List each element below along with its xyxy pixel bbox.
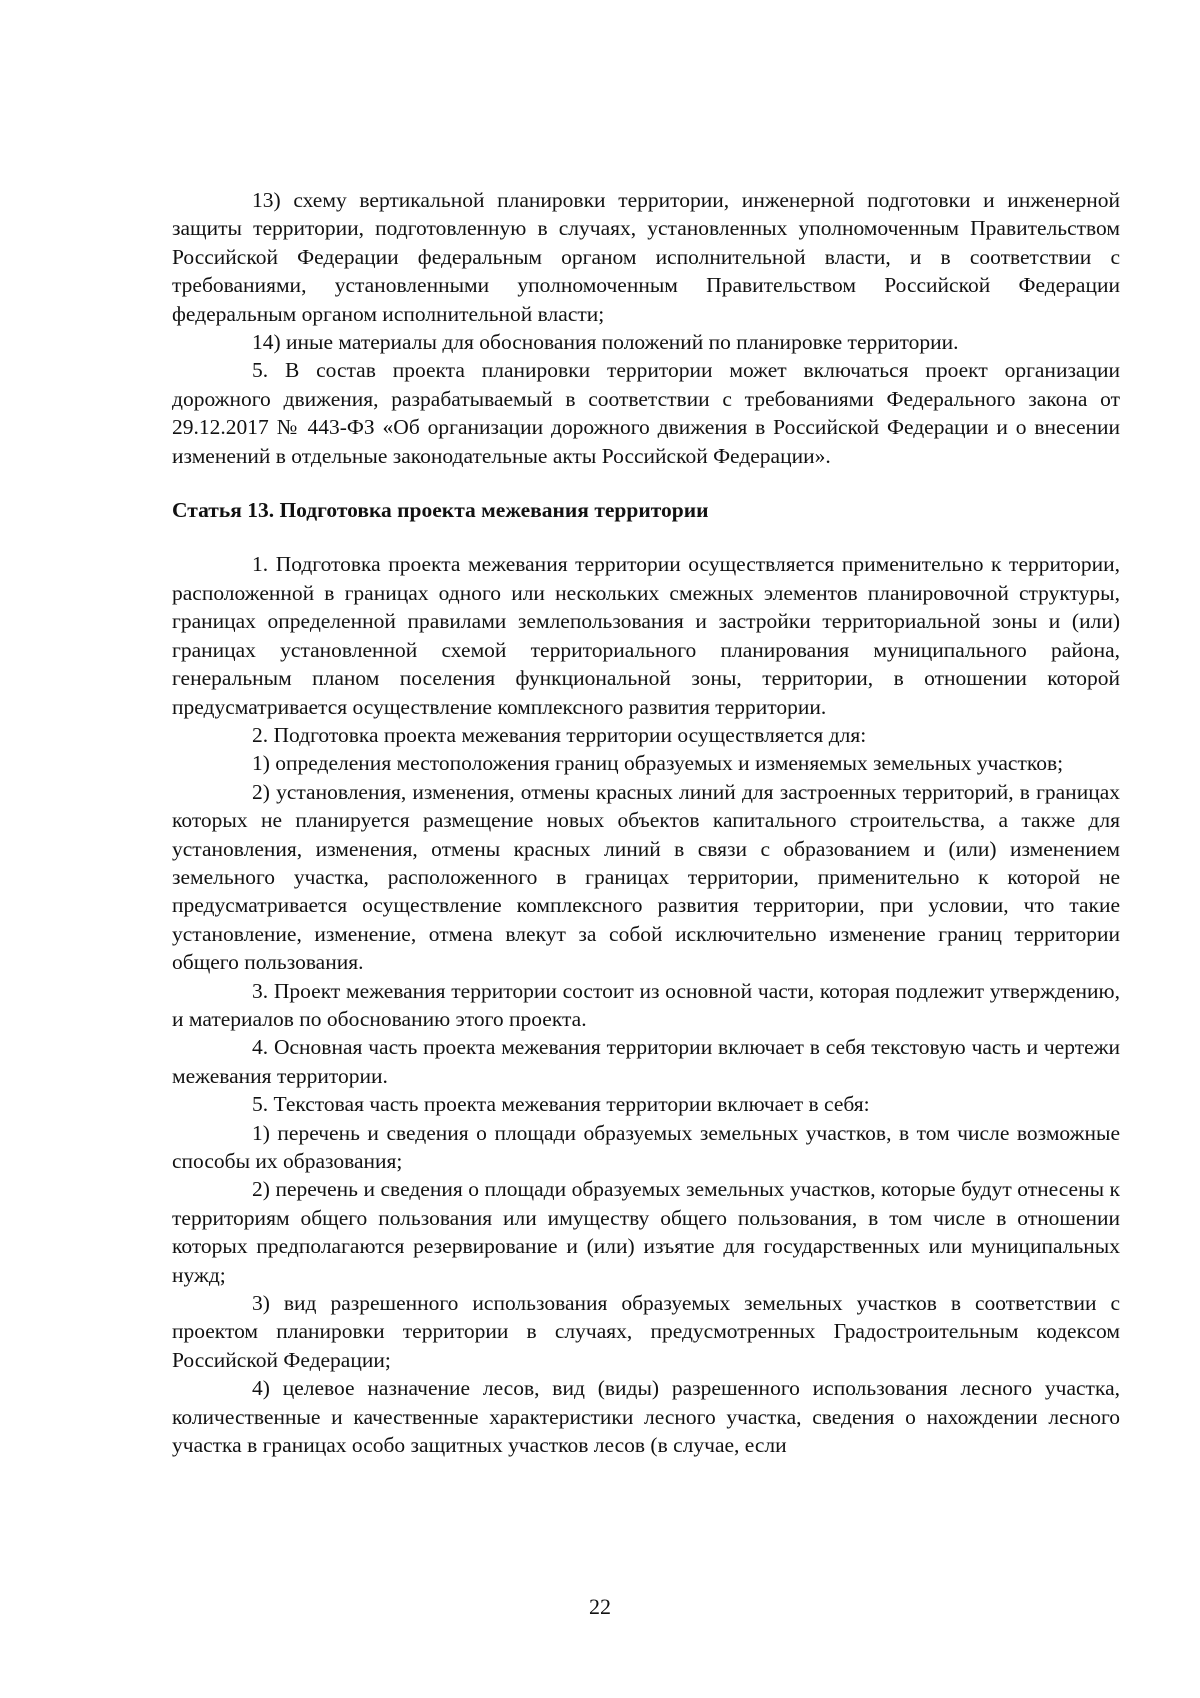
paragraph-list-item-2: 2) перечень и сведения о площади образуемых земельных участков, которые будут отнесены к территориям общего пользования или имуществу общего пользования, в том числе в отношении которых предполагаются резервирование и (или) изъятие для государственных или муниципальных нужд; — [172, 1177, 1120, 1287]
paragraph-clause-1: 1. Подготовка проекта межевания территории осуществляется применительно к территории, расположенной в границах одного или нескольких смежных элементов планировочной структуры, границах определенной правилами землепользования и застройки территориальной зоны и (или) границах установленной схемой территориального планирования муниципального района, генеральным планом поселения функциональной зоны, территории, в отношении которой предусматривается осуществление комплексного развития территории. — [172, 552, 1120, 719]
paragraph-clause-5: 5. В состав проекта планировки территории может включаться проект организации дорожного движения, разрабатываемый в соответствии с требованиями Федерального закона от 29.12.2017 № 443-ФЗ «Об организации дорожного движения в Российской Федерации и о внесении изменений в отдельные законодательные акты Российской Федерации». — [172, 358, 1120, 468]
paragraph-clause-5b: 5. Текстовая часть проекта межевания территории включает в себя: — [252, 1092, 870, 1117]
article-heading: Статья 13. Подготовка проекта межевания территории — [172, 498, 709, 523]
paragraph-list-item-3: 3) вид разрешенного использования образуемых земельных участков в соответствии с проектом планировки территории в случаях, предусмотренных Градостроительным кодексом Российской Федерации; — [172, 1291, 1120, 1372]
paragraph-subitem-1: 1) определения местоположения границ образуемых и изменяемых земельных участков; — [252, 751, 1064, 776]
paragraph-list-item-4: 4) целевое назначение лесов, вид (виды) разрешенного использования лесного участка, количественные и качественные характеристики лесного участка, сведения о нахождении лесного участка в границах особо защитных участков лесов (в случае, если — [172, 1376, 1120, 1458]
page-content — [172, 186, 1120, 1459]
paragraph-clause-3: 3. Проект межевания территории состоит из основной части, которая подлежит утверждению, и материалов по обоснованию этого проекта. — [172, 978, 1120, 1031]
paragraph-subitem-2: 2) установления, изменения, отмены красных линий для застроенных территорий, в границах которых не планируется размещение новых объектов капитального строительства, а также для установления, изменения, отмены красных линий в связи с образованием и (или) изменением земельного участка, расположенного в границах территории, применительно к которой не предусматривается осуществление комплексного развития территории, при условии, что такие установление, изменение, отмена влекут за собой исключительно изменение границ территории общего пользования. — [172, 779, 1120, 975]
paragraph-clause-4: 4. Основная часть проекта межевания территории включает в себя текстовую часть и чертежи межевания территории. — [172, 1035, 1120, 1088]
paragraph-clause-2: 2. Подготовка проекта межевания территории осуществляется для: — [252, 722, 867, 747]
paragraph-item-13: 13) схему вертикальной планировки территории, инженерной подготовки и инженерной защиты территории, подготовленную в случаях, установленных уполномоченным Правительством Российской Федерации федеральным органом исполнительной власти, и в соответствии с требованиями, установленными уполномоченным Правительством Российской Федерации федеральным органом исполнительной власти; — [172, 188, 1120, 326]
page-number: 22 — [589, 1594, 611, 1619]
paragraph-list-item-1: 1) перечень и сведения о площади образуемых земельных участков, в том числе возможные способы их образования; — [172, 1120, 1120, 1173]
paragraph-item-14: 14) иные материалы для обоснования положений по планировке территории. — [252, 330, 959, 355]
